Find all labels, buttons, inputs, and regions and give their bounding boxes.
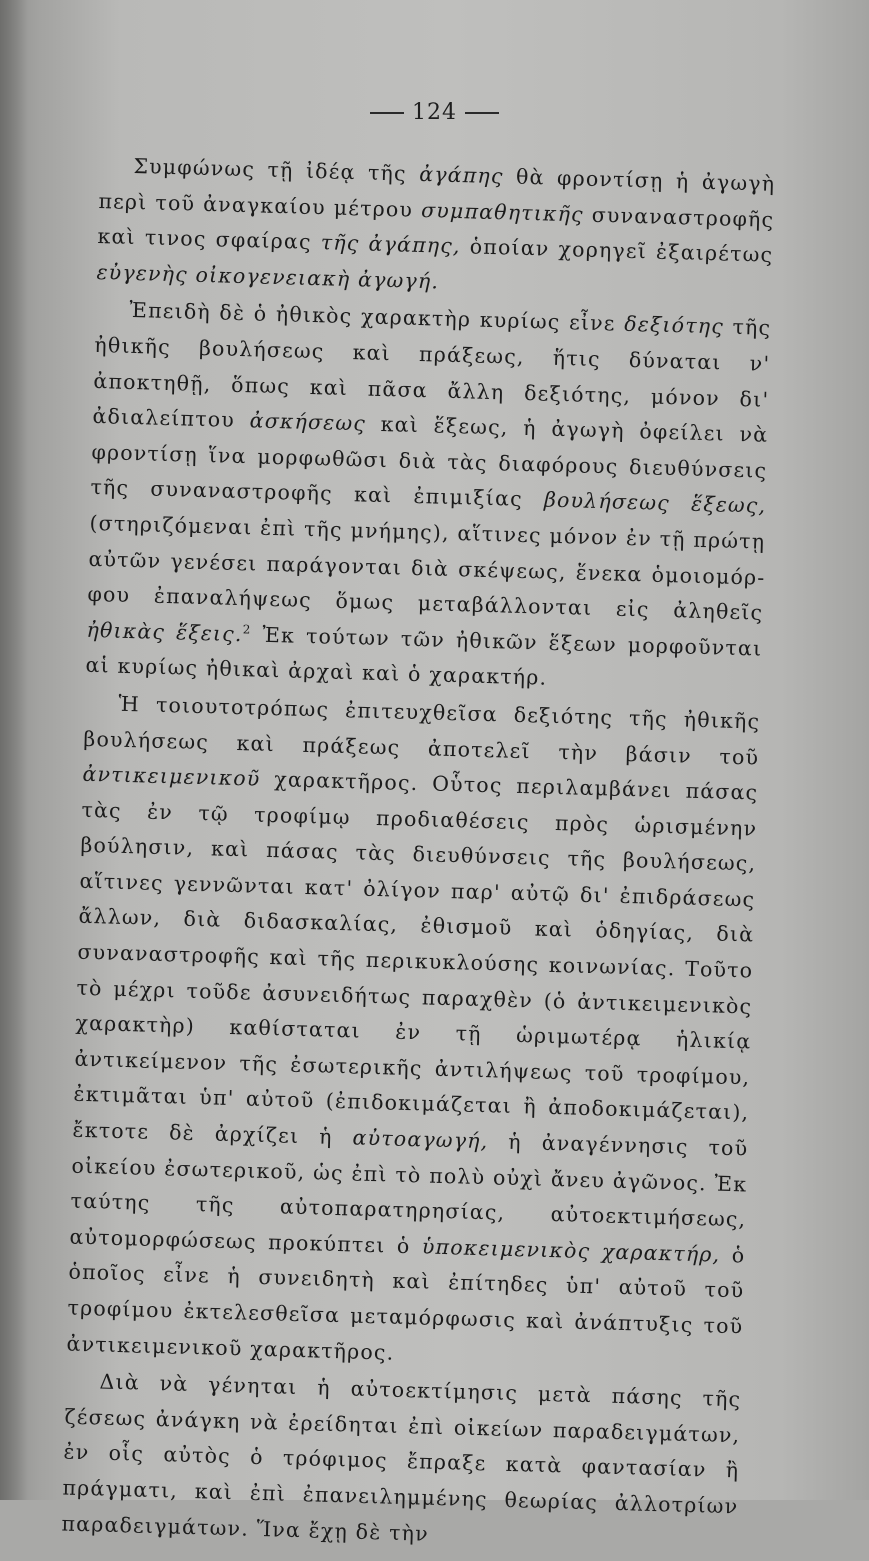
text-run: Συμφώνως τῇ ἰδέᾳ τῆς xyxy=(133,153,420,186)
emphasized-text: ὑποκειμενικὸς χαρακτήρ, xyxy=(421,1234,721,1267)
paragraph xyxy=(85,292,772,702)
folio-dash-left xyxy=(370,112,404,114)
emphasized-text: ἠθικὰς ἕξεις. xyxy=(86,617,243,646)
text-run: συναναστροφῆς καὶ τινος σφαίρας xyxy=(97,202,775,255)
page-number xyxy=(0,100,869,125)
text-run: (στηριζόμεναι ἐπὶ τῆς μνήμης), αἵτινες μόνον ἐν τῇ πρώτῃ αὐτῶν γενέσει παράγονται διὰ σκέψεως, ἕνεκα ὁμοιομόρφου ἐπαναλήψεως ὅμως μεταβάλλονται εἰς ἀληθεῖς xyxy=(87,510,766,625)
folio-dash-right xyxy=(465,112,499,114)
binding-shadow xyxy=(0,0,28,1500)
emphasized-text: ἀσκήσεως xyxy=(249,408,367,436)
text-run: τῆς ἠθικῆς βουλήσεως καὶ πράξεως, ἥτις δύναται ν' ἀποκτηθῇ, ὅπως καὶ πᾶσα ἄλλη δεξιότης, μόνον δι' ἀδιαλείπτου xyxy=(92,314,772,433)
text-run: θὰ φροντίσῃ ἡ ἀγωγὴ περὶ τοῦ ἀναγκαίου μέτρου xyxy=(98,164,776,222)
emphasized-text: βουλήσεως ἕξεως, xyxy=(543,487,767,519)
paragraph xyxy=(96,148,776,309)
body-text xyxy=(61,148,776,1560)
text-run: ὁποίαν χορηγεῖ ἐξαιρέτως xyxy=(460,234,774,268)
emphasized-text: εὐγενὴς οἰκογενειακὴ ἀγωγή. xyxy=(96,259,440,294)
emphasized-text: δεξιότης xyxy=(623,312,725,339)
emphasized-text: ἀντικειμενικοῦ xyxy=(82,761,261,791)
footnote-marker: 2 xyxy=(242,622,252,637)
text-run: ὁ ὁποῖος εἶνε ἡ συνειδητὴ καὶ ἐπίτηδες ὑπ' αὐτοῦ τοῦ τροφίμου ἐκτελεσθεῖσα μεταμόρφωσις καὶ ἀνάπτυξις τοῦ ἀντικειμενικοῦ χαρακτῆρος. xyxy=(66,1242,746,1365)
paragraph xyxy=(61,1364,742,1561)
text-run: χαρακτῆρος. Οὗτος περιλαμβάνει πάσας τὰς ἐν τῷ τροφίμῳ προδιαθέσεις πρὸς ὡρισμένην βούλησιν, καὶ πάσας τὰς διευθύνσεις τῆς βουλήσεως, αἵτινες γεννῶνται κατ' ὀλίγον παρ' αὐτῷ δι' ἐπιδράσεως ἄλλων, διὰ διδασκαλίας, ἐθισμοῦ καὶ ὁδηγίας, διὰ συναναστροφῆς καὶ τῆς περικυκλούσης κοινωνίας. Τοῦτο τὸ μέχρι τοῦδε ἀσυνειδήτως παραχθὲν (ὁ ἀντικειμενικὸς χαρακτὴρ) καθίσταται ἐν τῇ ὡριμωτέρᾳ ἡλικίᾳ ἀντικείμενον τῆς ἐσωτερικῆς ἀντιλήψεως τοῦ τροφίμου, ἐκτιμᾶται ὑπ' αὐτοῦ (ἐπιδοκιμάζεται ἢ ἀποδοκιμάζεται), ἔκτοτε δὲ ἀρχίζει ἡ xyxy=(72,766,759,1150)
text-run: Διὰ νὰ γένηται ἡ αὐτοεκτίμησις μετὰ πάσης τῆς ζέσεως ἀνάγκη νὰ ἐρείδηται ἐπὶ οἰκείων παραδειγμάτων, ἐν οἷς αὐτὸς ὁ τρόφιμος ἔπραξε κατὰ φαντασίαν ἢ πράγματι, καὶ ἐπὶ ἐπανειλημμένης θεωρίας ἀλλοτρίων παραδειγμάτων. Ἵνα ἔχῃ δὲ τὴν xyxy=(61,1369,742,1546)
page-number-text: 124 xyxy=(412,100,457,125)
emphasized-text: συμπαθητικῆς xyxy=(420,197,585,227)
text-run: καὶ ἕξεως, ἡ ἀγωγὴ ὀφείλει νὰ φροντίσῃ ἵνα μορφωθῶσι διὰ τὰς διαφόρους διευθύνσεις τῆς συναναστροφῆς καὶ ἐπιμιξίας xyxy=(90,411,769,512)
emphasized-text: αὐτοαγωγή, xyxy=(352,1125,489,1154)
emphasized-text: τῆς ἀγάπης, xyxy=(320,230,462,259)
text-run: ἡ ἀναγέννησις τοῦ οἰκείου ἐσωτερικοῦ, ὡς ἐπὶ τὸ πολὺ οὐχὶ ἄνευ ἀγῶνος. Ἐκ ταύτης τῆς αὐτοπαρατηρησίας, αὐτοεκτιμήσεως, αὐτομορφώσεως προκύπτει ὁ xyxy=(69,1129,749,1259)
emphasized-text: ἀγάπης xyxy=(418,161,504,189)
paragraph xyxy=(66,686,761,1381)
text-run: Ἐκ τούτων τῶν ἠθικῶν ἕξεων μορφοῦνται αἱ κυρίως ἠθικαὶ ἀρχαὶ καὶ ὁ χαρακτήρ. xyxy=(85,622,763,691)
text-run: Ἡ τοιουτοτρόπως ἐπιτευχθεῖσα δεξιότης τῆς ἠθικῆς βουλήσεως καὶ πράξεως ἀποτελεῖ τὴν βάσιν τοῦ xyxy=(83,691,761,770)
text-run: Ἐπειδὴ δὲ ὁ ἠθικὸς χαρακτὴρ κυρίως εἶνε xyxy=(129,298,625,337)
